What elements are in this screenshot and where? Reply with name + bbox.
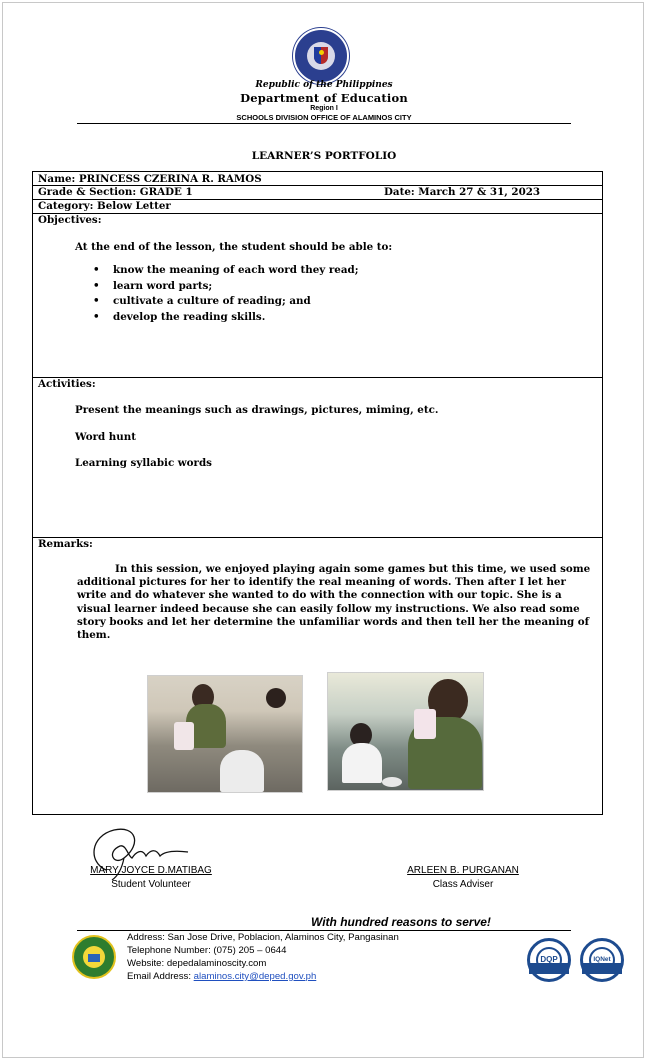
list-item: • learn word parts; bbox=[93, 279, 359, 295]
remarks-label: Remarks: bbox=[38, 538, 93, 550]
remarks-text: In this session, we enjoyed playing again some games but this time, we used some additional pictures for her to identify the real meaning of words. Then after I let her write and do whatever she wanted to do with the connection with our topic. She is a visual learner indeed because she can easily follow my instructions. We also read some story books and let her determine the unfamiliar words and then tell her the meaning of them. bbox=[77, 563, 591, 642]
category: Category: Below Letter bbox=[38, 200, 171, 212]
row-divider bbox=[33, 213, 602, 214]
footer-address: Address: San Jose Drive, Poblacion, Alaminos City, Pangasinan bbox=[127, 932, 399, 943]
document-title: LEARNER’S PORTFOLIO bbox=[251, 150, 397, 162]
list-item: • know the meaning of each word they read; bbox=[93, 263, 359, 279]
certification-badge-icon bbox=[527, 938, 571, 982]
learner-name: Name: PRINCESS CZERINA R. RAMOS bbox=[38, 173, 262, 185]
session-photo-1 bbox=[147, 675, 303, 793]
activities-label: Activities: bbox=[38, 378, 96, 390]
adviser-name: ARLEEN B. PURGANAN bbox=[407, 865, 519, 876]
objectives-list bbox=[93, 263, 359, 325]
session-date: Date: March 27 & 31, 2023 bbox=[384, 186, 541, 198]
email-link[interactable]: alaminos.city@deped.gov.ph bbox=[193, 971, 317, 982]
session-photo-2 bbox=[327, 672, 484, 791]
activity-item: Learning syllabic words bbox=[75, 457, 212, 469]
portfolio-table bbox=[32, 171, 603, 815]
division-heading: SCHOOLS DIVISION OFFICE OF ALAMINOS CITY bbox=[236, 113, 412, 122]
cert-badge-text: DQP bbox=[536, 947, 562, 973]
footer-divider bbox=[77, 930, 571, 931]
activity-item: Word hunt bbox=[75, 431, 137, 443]
iqnet-badge-text: IQNet bbox=[589, 947, 615, 973]
deped-seal-logo bbox=[293, 28, 349, 84]
grade-section: Grade & Section: GRADE 1 bbox=[38, 186, 193, 198]
objectives-intro: At the end of the lesson, the student should be able to: bbox=[75, 241, 393, 253]
list-item: • cultivate a culture of reading; and bbox=[93, 294, 359, 310]
footer-telephone: Telephone Number: (075) 205 – 0644 bbox=[127, 945, 287, 956]
volunteer-role: Student Volunteer bbox=[111, 879, 191, 890]
list-item: • develop the reading skills. bbox=[93, 310, 359, 326]
region-heading: Region I bbox=[310, 105, 338, 112]
objectives-label: Objectives: bbox=[38, 214, 102, 226]
activity-item: Present the meanings such as drawings, pictures, miming, etc. bbox=[75, 404, 439, 416]
republic-heading: Republic of the Philippines bbox=[255, 80, 393, 90]
adviser-role: Class Adviser bbox=[432, 879, 494, 890]
row-divider bbox=[33, 377, 602, 378]
motto: With hundred reasons to serve! bbox=[311, 915, 491, 929]
volunteer-name: MARY JOYCE D.MATIBAG bbox=[90, 865, 212, 876]
email-label: Email Address: bbox=[127, 971, 194, 982]
footer-email-row bbox=[127, 971, 316, 982]
row-divider bbox=[33, 537, 602, 538]
iqnet-badge-icon bbox=[580, 938, 624, 982]
footer-website: Website: depedalaminoscity.com bbox=[127, 958, 267, 969]
header-divider bbox=[77, 123, 571, 124]
division-office-logo bbox=[72, 935, 116, 979]
department-heading: Department of Education bbox=[240, 91, 408, 105]
